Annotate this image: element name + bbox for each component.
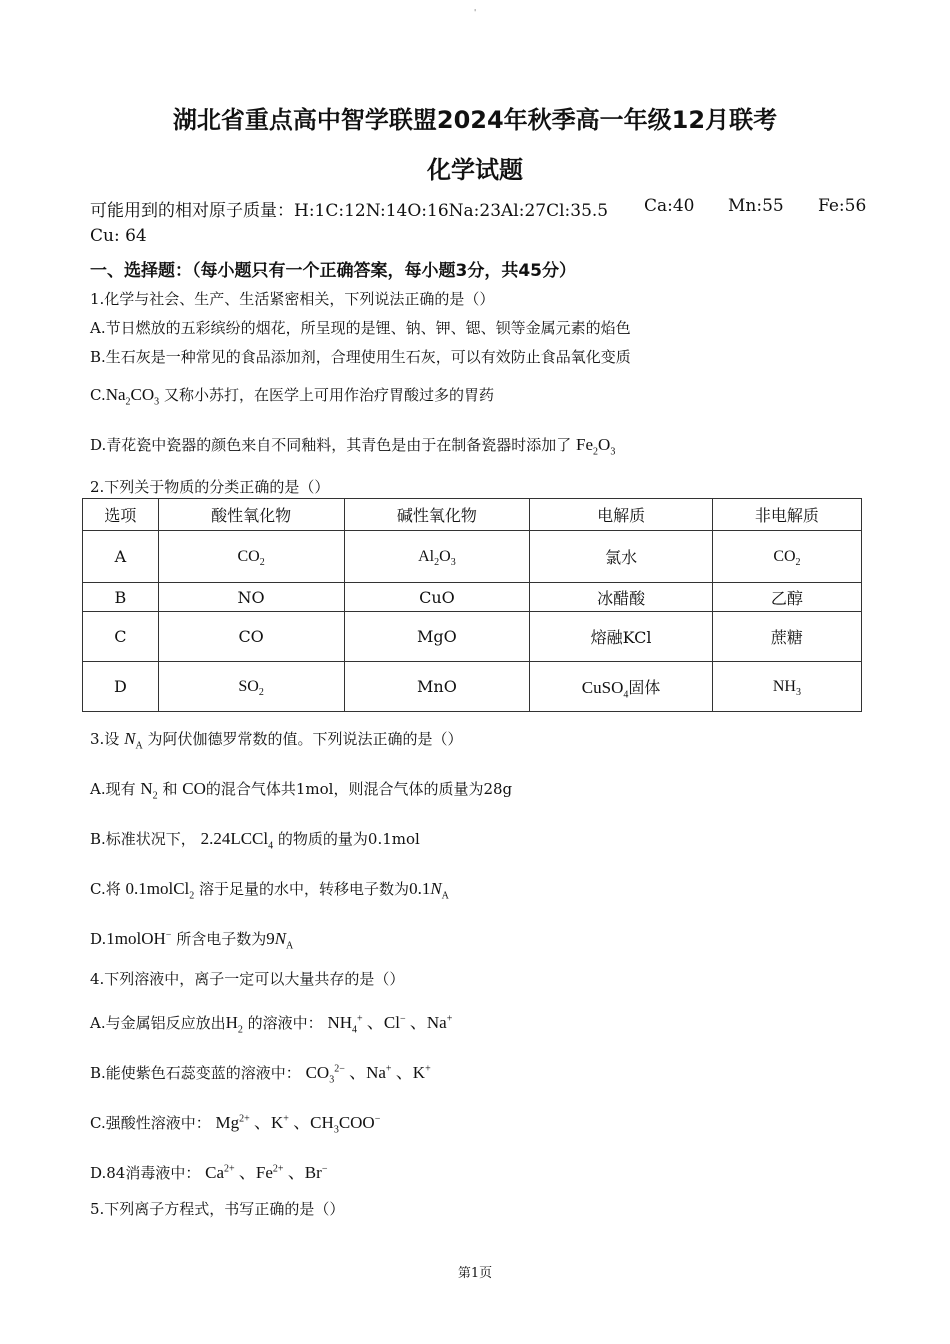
page-number: 第1页 [457,1266,493,1281]
q3-b-part1: B.标准状况下， [90,830,196,848]
formula-na2co3: $Na_2CO_3$ [105,385,160,408]
header-acidic-oxide: 酸性氧化物 [158,499,344,531]
table-header-row [83,499,862,531]
q4-option-c [90,1108,381,1136]
q3-c-part1: C.将 [90,880,121,898]
row-b-electrolyte: 冰醋酸 [530,583,713,612]
q4-c-part1: C.强酸性溶液中： [90,1114,211,1132]
atomic-mass-cu: Cu: 64 [90,226,147,246]
q3-stem [90,728,463,752]
atomic-masses-main: 可能用到的相对原子质量：H:1C:12N:14O:16Na:23Al:27Cl:35.5 [90,201,609,221]
q1-c-text: 又称小苏打，在医学上可用作治疗胃酸过多的胃药 [163,386,494,404]
q1-option-d [90,434,616,458]
section-heading: 一、选择题：（每小题只有一个正确答案，每小题3分，共45分） [90,261,576,281]
table-row [83,531,862,583]
q1-stem: 1.化学与社会、生产、生活紧密相关，下列说法正确的是（） [90,290,495,308]
q3-d-part1: D. [90,930,107,948]
q3-c-part2: 溶于足量的水中，转移电子数为 [199,880,410,898]
row-c-acidic: CO [158,612,344,662]
header-non-electrolyte: 非电解质 [712,499,861,531]
formula-9na: $9N_A$ [266,929,294,952]
row-a-electrolyte: 氯水 [530,531,713,583]
q1-d-text: D.青花瓷中瓷器的颜色来自不同釉料，其青色是由于在制备瓷器时添加了 [90,436,572,454]
formula-cl2: 0.1molCl$_2$ [125,879,195,902]
q3-a-part1: A.现有 [90,780,136,798]
header-basic-oxide: 碱性氧化物 [344,499,530,531]
q4-stem: 4.下列溶液中，离子一定可以大量共存的是（） [90,970,405,988]
q3-a-part2: 和 [162,780,178,798]
q4-a-part2: 的溶液中： [247,1014,323,1032]
q4-option-d [90,1158,327,1183]
table-row [83,662,862,712]
formula-na: $N_A$ [124,729,143,752]
ions-q4a: $NH_4^+$ 、Cl− 、Na+ [327,1013,453,1036]
atomic-mass-mn: Mn:55 [728,196,784,216]
exam-title: 湖北省重点高中智学联盟2024年秋季高一年级12月联考 [172,106,778,134]
atomic-mass-fe: Fe:56 [818,196,867,216]
formula-0-1na: $0.1N_A$ [409,879,449,902]
row-d-basic: MnO [344,662,530,712]
q3-option-d [90,928,294,952]
atomic-mass-ca: Ca:40 [644,196,695,216]
row-c-basic: MgO [344,612,530,662]
q3-stem-suffix: 为阿伏伽德罗常数的值。下列说法正确的是（） [147,730,463,748]
row-a-label: A [83,531,159,583]
q5-stem: 5.下列离子方程式，书写正确的是（） [90,1200,345,1218]
row-d-label: D [83,662,159,712]
q4-b-part1: B.能使紫色石蕊变蓝的溶液中： [90,1064,301,1082]
row-b-label: B [83,583,159,612]
q3-d-part2: 所含电子数为 [176,930,267,948]
table-row [83,612,862,662]
row-c-nonelectrolyte: 蔗糖 [712,612,861,662]
row-d-electrolyte: CuSO$_4$固体 [530,662,713,712]
row-b-acidic: NO [158,583,344,612]
formula-oh: 1molOH− [106,929,172,948]
ions-q4b: $CO_3^{2-}$ 、Na+ 、K+ [305,1063,431,1086]
q3-a-part3: 的混合气体共1mol，则混合气体的质量为28g [205,780,513,798]
q4-option-a [90,1008,453,1036]
formula-ccl4: 2.24LCCl$_4$ [200,829,274,852]
q3-option-b [90,828,420,852]
q4-a-part1: A.与金属铝反应放出 [90,1014,226,1032]
q1-option-a: A.节日燃放的五彩缤纷的烟花，所呈现的是锂、钠、钾、锶、钡等金属元素的焰色 [90,319,631,337]
top-mark: ' [474,8,477,17]
header-option: 选项 [83,499,159,531]
q3-option-c [90,878,449,902]
table-row [83,583,862,612]
q4-d-part1: D.84消毒液中： [90,1164,201,1182]
q3-option-a [90,778,513,802]
q3-b-part2: 的物质的量为0.1mol [277,830,420,848]
row-b-nonelectrolyte: 乙醇 [712,583,861,612]
header-electrolyte: 电解质 [530,499,713,531]
ions-q4c: $Mg^{2+}$ 、K+ 、$CH_3COO^-$ [215,1113,381,1136]
q4-option-b [90,1058,431,1086]
row-d-acidic: $SO_2$ [158,662,344,712]
atomic-masses-line [90,196,867,221]
row-c-electrolyte: 熔融KCl [530,612,713,662]
row-a-basic: $Al_2O_3$ [344,531,530,583]
row-a-nonelectrolyte: $CO_2$ [712,531,861,583]
ions-q4d: $Ca^{2+}$ 、$Fe^{2+}$ 、Br− [205,1163,328,1182]
formula-fe2o3: $Fe_2O_3$ [576,435,616,458]
exam-subject: 化学试题 [427,156,523,184]
q3-stem-prefix: 3.设 [90,730,120,748]
row-b-basic: CuO [344,583,530,612]
classification-table [82,498,862,712]
q1-option-b: B.生石灰是一种常见的食品添加剂，合理使用生石灰，可以有效防止食品氧化变质 [90,348,631,366]
formula-n2: $N_2$ [140,779,158,802]
row-a-acidic: $CO_2$ [158,531,344,583]
row-d-solid: 固体 [628,678,661,697]
q1-c-prefix: C. [90,386,106,404]
row-d-nonelectrolyte: $NH_3$ [712,662,861,712]
formula-co: CO [182,779,206,798]
q1-option-c [90,384,494,408]
formula-h2: $H_2$ [225,1013,243,1036]
row-c-label: C [83,612,159,662]
q2-stem: 2.下列关于物质的分类正确的是（） [90,478,330,496]
